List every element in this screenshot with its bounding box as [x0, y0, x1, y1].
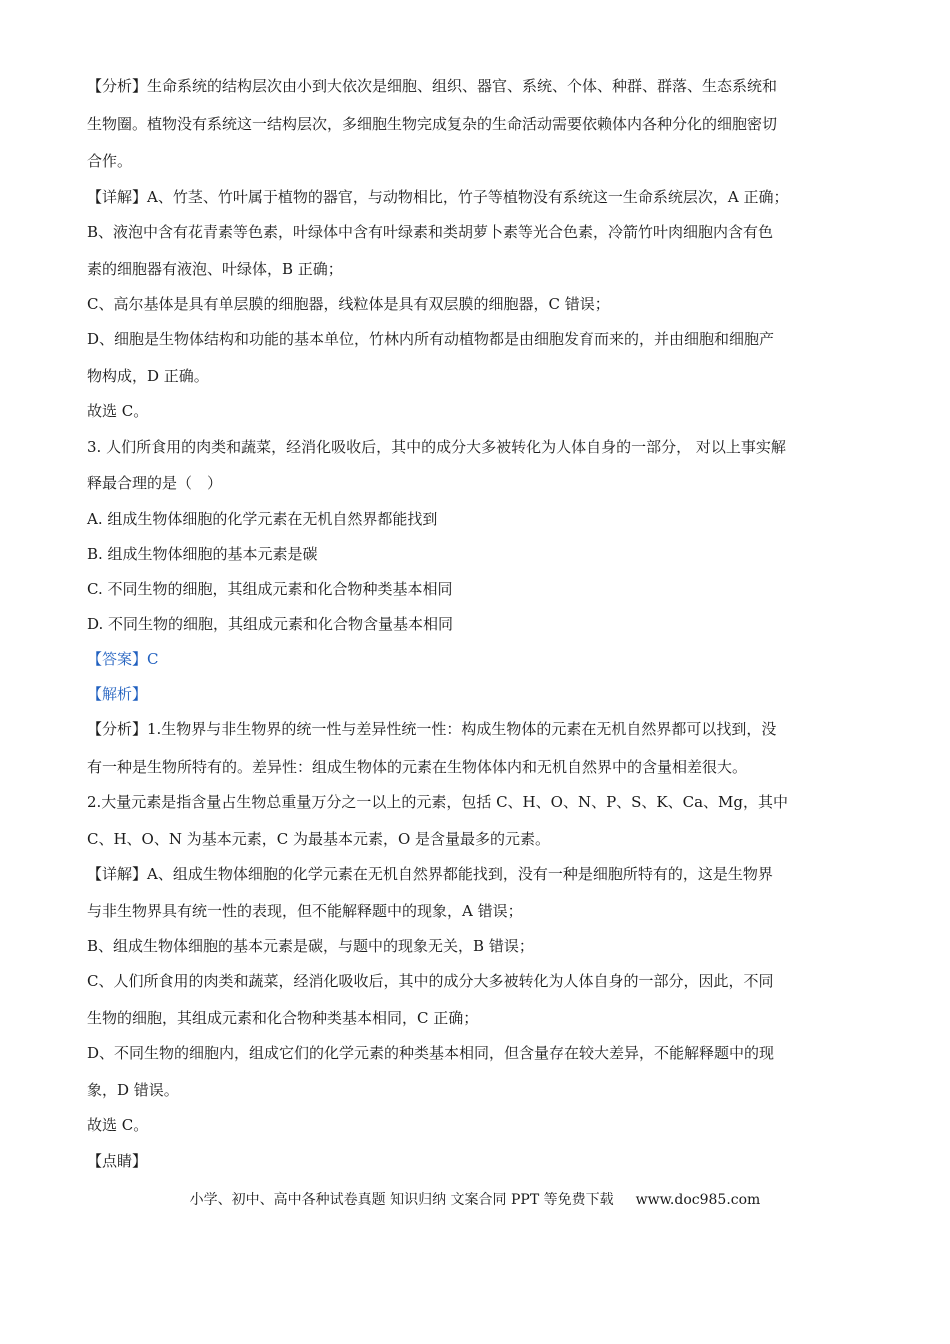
text-line: 【详解】A、竹茎、竹叶属于植物的器官，与动物相比，竹子等植物没有系统这一生命系统层次，A 正确； — [87, 188, 789, 206]
text-line: 合作。 — [87, 152, 133, 170]
text-line: D、不同生物的细胞内，组成它们的化学元素的种类基本相同，但含量存在较大差异，不能解释题中的现 — [87, 1044, 775, 1062]
page-footer — [0, 1190, 950, 1210]
option-a: A. 组成生物体细胞的化学元素在无机自然界都能找到 — [87, 510, 438, 528]
text-line: 与非生物界具有统一性的表现，但不能解释题中的现象，A 错误； — [87, 902, 523, 920]
text-line: 象，D 错误。 — [87, 1081, 179, 1099]
option-c: C. 不同生物的细胞，其组成元素和化合物种类基本相同 — [87, 580, 453, 598]
text-line: 故选 C。 — [87, 402, 149, 420]
text-line: 【详解】A、组成生物体细胞的化学元素在无机自然界都能找到，没有一种是细胞所特有的，这是生物界 — [87, 865, 773, 883]
text-line: C、人们所食用的肉类和蔬菜，经消化吸收后，其中的成分大多被转化为人体自身的一部分，因此，不同 — [87, 972, 774, 990]
text-line: 物构成，D 正确。 — [87, 367, 209, 385]
text-line: 【分析】生命系统的结构层次由小到大依次是细胞、组织、器官、系统、个体、种群、群落、生态系统和 — [87, 77, 778, 95]
text-line: B、液泡中含有花青素等色素，叶绿体中含有叶绿素和类胡萝卜素等光合色素，冷箭竹叶肉细胞内含有色 — [87, 223, 774, 241]
text-line: C、高尔基体是具有单层膜的细胞器，线粒体是具有双层膜的细胞器，C 错误； — [87, 295, 610, 313]
text-line: D、细胞是生物体结构和功能的基本单位，竹林内所有动植物都是由细胞发育而来的，并由细胞和细胞产 — [87, 330, 775, 348]
text-line: 【点睛】 — [87, 1152, 148, 1170]
analysis-heading: 【解析】 — [87, 685, 148, 703]
text-line: 生物的细胞，其组成元素和化合物种类基本相同，C 正确； — [87, 1009, 479, 1027]
text-line: 故选 C。 — [87, 1116, 149, 1134]
question-stem: 释最合理的是（ ） — [87, 474, 223, 492]
text-line: 素的细胞器有液泡、叶绿体，B 正确； — [87, 260, 343, 278]
text-line: 2.大量元素是指含量占生物总重量万分之一以上的元素，包括 C、H、O、N、P、S、K、Ca、Mg，其中 — [87, 793, 789, 811]
text-line: 【分析】1.生物界与非生物界的统一性与差异性统一性：构成生物体的元素在无机自然界都可以找到，没 — [87, 720, 777, 738]
text-line: C、H、O、N 为基本元素，C 为最基本元素，O 是含量最多的元素。 — [87, 830, 551, 848]
footer-site-link[interactable]: www.doc985.com — [635, 1192, 761, 1208]
option-b: B. 组成生物体细胞的基本元素是碳 — [87, 545, 318, 563]
footer-text: 小学、初中、高中各种试卷真题 知识归纳 文案合同 PPT 等免费下载 — [189, 1192, 614, 1208]
answer-line: 【答案】C — [87, 650, 159, 668]
text-line: 有一种是生物所特有的。差异性：组成生物体的元素在生物体体内和无机自然界中的含量相差很大。 — [87, 758, 748, 776]
text-line: 生物圈。植物没有系统这一结构层次，多细胞生物完成复杂的生命活动需要依赖体内各种分化的细胞密切 — [87, 115, 778, 133]
option-d: D. 不同生物的细胞，其组成元素和化合物含量基本相同 — [87, 615, 454, 633]
question-stem: 3. 人们所食用的肉类和蔬菜，经消化吸收后，其中的成分大多被转化为人体自身的一部分， 对以上事实解 — [87, 438, 786, 456]
text-line: B、组成生物体细胞的基本元素是碳，与题中的现象无关，B 错误； — [87, 937, 534, 955]
